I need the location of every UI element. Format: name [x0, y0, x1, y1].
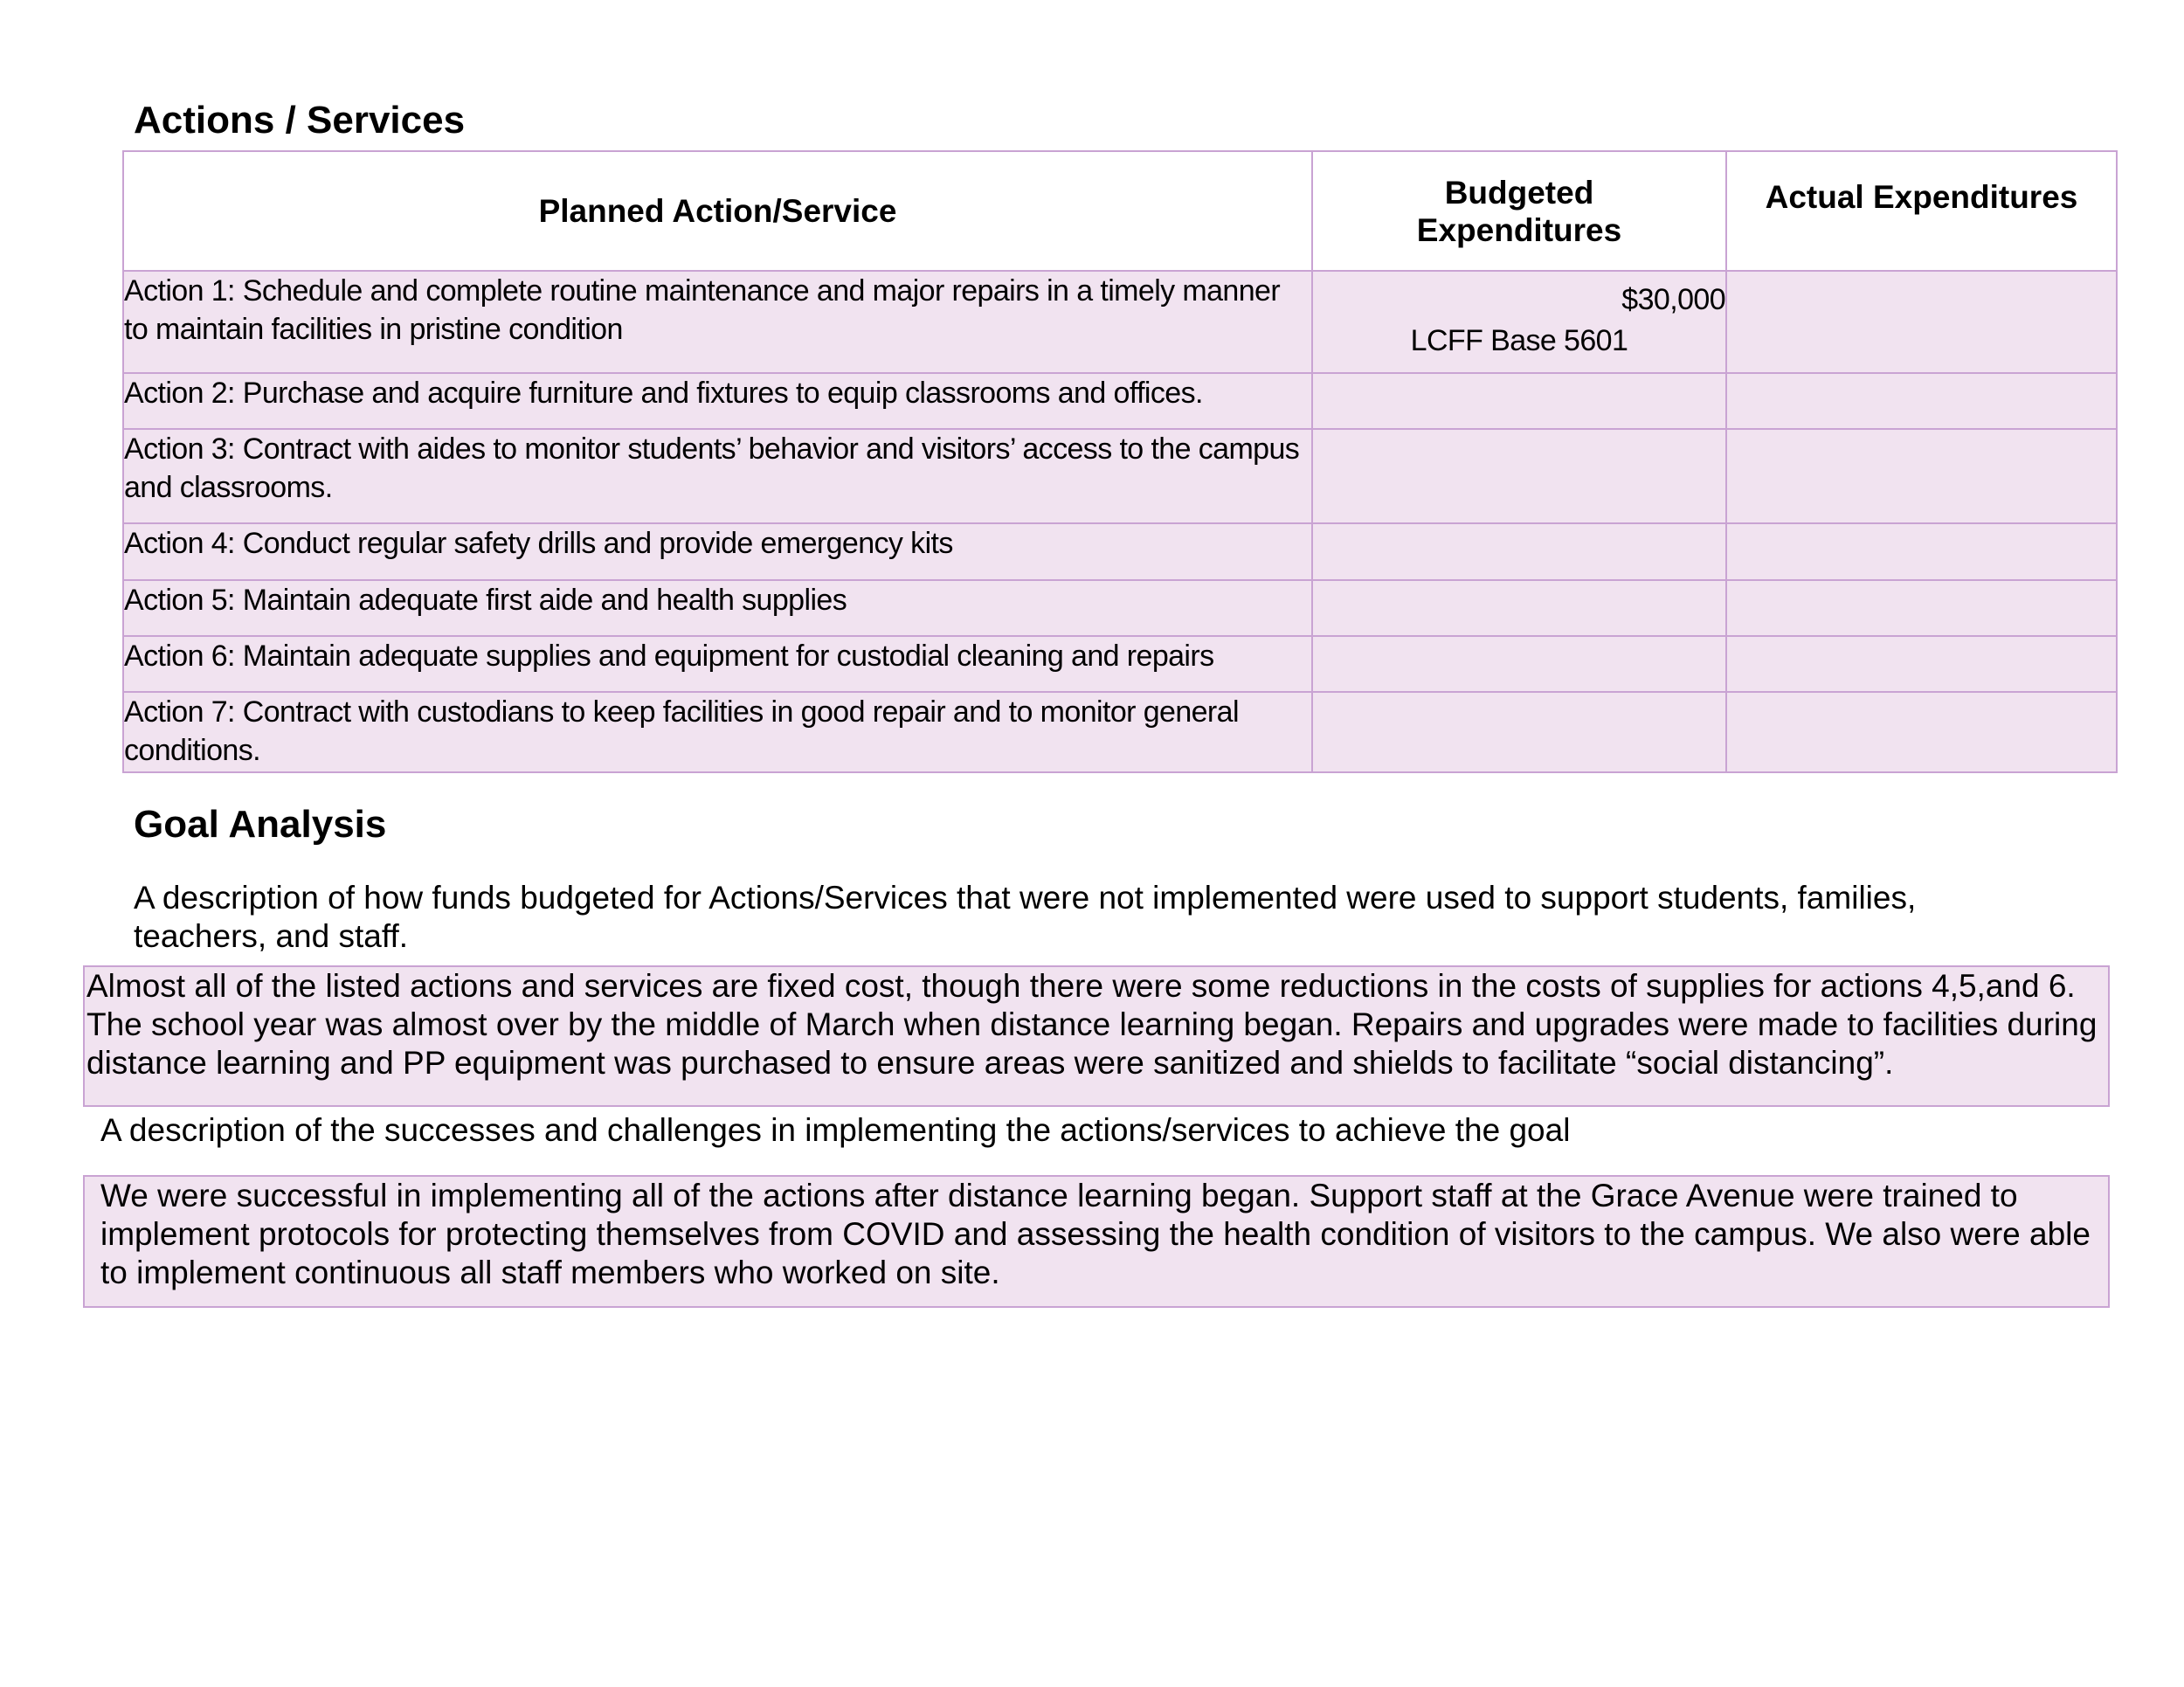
action-cell: Action 6: Maintain adequate supplies and equipment for custodial cleaning and repairs: [123, 636, 1312, 692]
table-row: [123, 636, 2117, 692]
budgeted-cell: [1312, 523, 1726, 580]
actual-cell: [1726, 429, 2117, 523]
funds-usage-answer: Almost all of the listed actions and services are fixed cost, though there were some reductions in the costs of supplies for actions 4,5,and 6. The school year was almost over by the middle of March when distance learning began. Repairs and upgrades were made to facilities during distance learning and PP equipment was purchased to ensure areas were sanitized and shields to facilitate “social distancing”.: [83, 965, 2110, 1107]
actual-cell: [1726, 692, 2117, 772]
table-row: [123, 271, 2117, 373]
table-row: [123, 429, 2117, 523]
successes-challenges-prompt: A description of the successes and challenges in implementing the actions/services to achieve the goal: [100, 1112, 1571, 1148]
budget-source: LCFF Base 5601: [1410, 324, 1628, 357]
budgeted-cell: [1312, 373, 1726, 429]
action-cell: Action 7: Contract with custodians to keep facilities in good repair and to monitor general conditions.: [123, 692, 1312, 772]
table-header-row: [123, 151, 2117, 271]
table-row: [123, 692, 2117, 772]
budgeted-expenditures-header: Budgeted Expenditures: [1312, 151, 1726, 271]
budgeted-cell: [1312, 271, 1726, 373]
actions-services-heading: Actions / Services: [134, 99, 466, 142]
planned-action-header: Planned Action/Service: [123, 151, 1312, 271]
budgeted-cell: [1312, 580, 1726, 636]
table-row: [123, 523, 2117, 580]
action-cell: Action 2: Purchase and acquire furniture and fixtures to equip classrooms and offices.: [123, 373, 1312, 429]
table-row: [123, 580, 2117, 636]
table-row: [123, 373, 2117, 429]
budgeted-cell: [1312, 692, 1726, 772]
budgeted-cell: [1312, 429, 1726, 523]
actual-cell: [1726, 636, 2117, 692]
actual-cell: [1726, 580, 2117, 636]
actual-cell: [1726, 271, 2117, 373]
action-cell: Action 4: Conduct regular safety drills and provide emergency kits: [123, 523, 1312, 580]
budget-amount: $30,000: [1621, 283, 1725, 316]
action-cell: Action 3: Contract with aides to monitor students’ behavior and visitors’ access to the campus and classrooms.: [123, 429, 1312, 523]
goal-analysis-heading: Goal Analysis: [134, 803, 387, 846]
funds-usage-prompt: A description of how funds budgeted for Actions/Services that were not implemented were used to support students, families, teachers, and staff.: [134, 880, 1917, 954]
actual-cell: [1726, 523, 2117, 580]
actual-cell: [1726, 373, 2117, 429]
action-cell: Action 1: Schedule and complete routine maintenance and major repairs in a timely manner to maintain facilities in pristine condition: [123, 271, 1312, 373]
actual-expenditures-header: Actual Expenditures: [1726, 151, 2117, 271]
action-cell: Action 5: Maintain adequate first aide and health supplies: [123, 580, 1312, 636]
budgeted-cell: [1312, 636, 1726, 692]
successes-challenges-answer: We were successful in implementing all of the actions after distance learning began. Support staff at the Grace Avenue were trained to implement protocols for protecting themselves from COVID and assessing the health condition of visitors to the campus. We also were able to implement continuous all staff members who worked on site.: [83, 1175, 2110, 1308]
actions-services-table: [122, 150, 2118, 773]
